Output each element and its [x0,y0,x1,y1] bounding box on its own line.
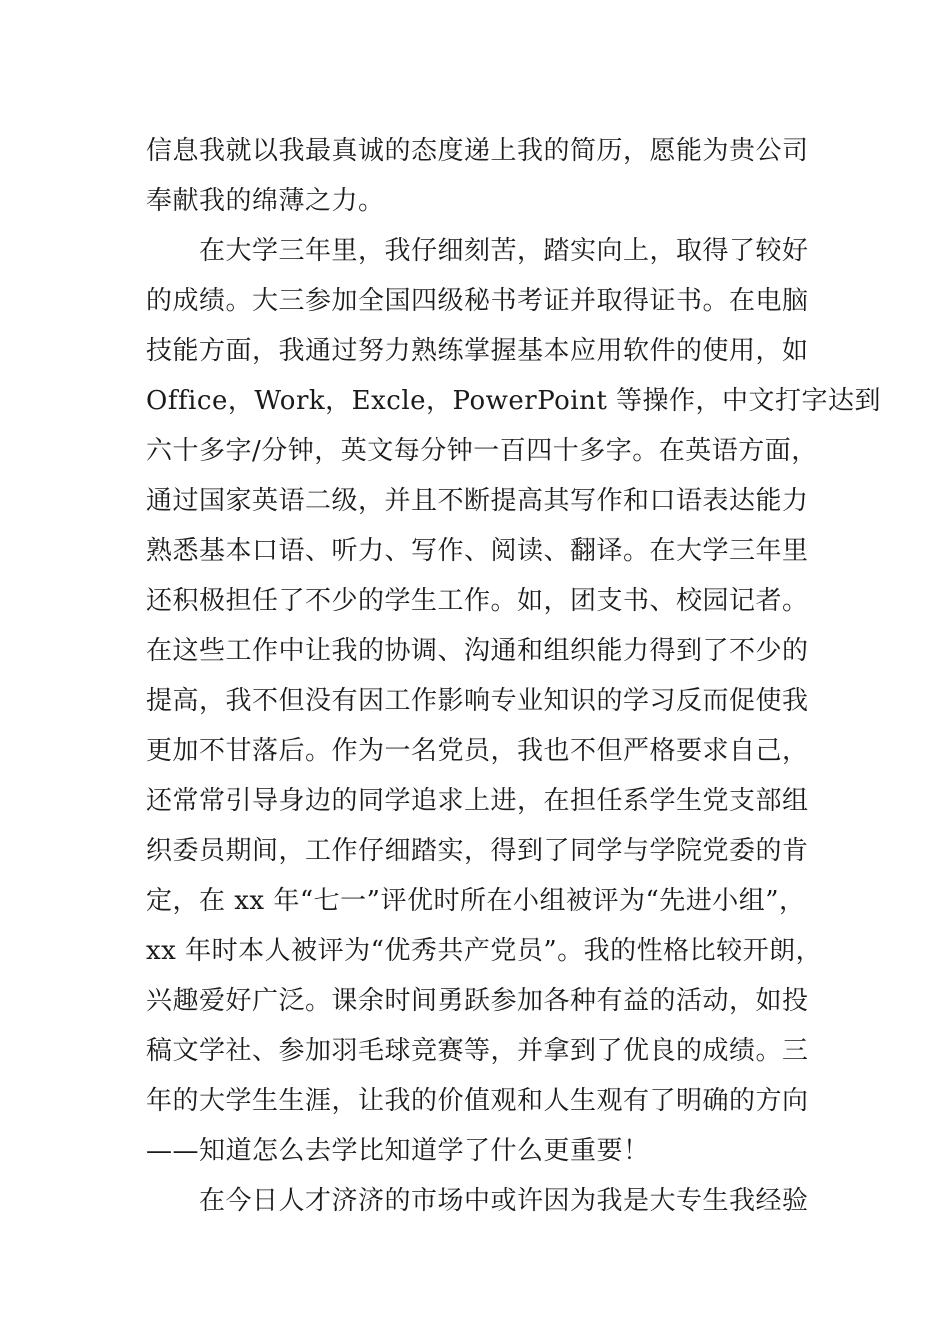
paragraph-first-line: 在大学三年里，我仔细刻苦，踏实向上，取得了较好 [199,236,809,266]
text-line: 年的大学生生涯，让我的价值观和人生观有了明确的方向 [146,1086,809,1116]
text-line: 兴趣爱好广泛。课余时间勇跃参加各种有益的活动，如投 [146,986,809,1016]
text-line: ——知道怎么去学比知道学了什么更重要！ [146,1136,650,1166]
text-line: 信息我就以我最真诚的态度递上我的简历，愿能为贵公司 [146,136,809,166]
text-line: xx 年时本人被评为“优秀共产党员”。我的性格比较开朗， [146,936,823,966]
text-line: 六十多字/分钟，英文每分钟一百四十多字。在英语方面， [146,436,818,466]
text-line: Office，Work，Excle，PowerPoint 等操作，中文打字达到 [146,386,882,416]
text-line: 熟悉基本口语、听力、写作、阅读、翻译。在大学三年里 [146,536,809,566]
text-line: 稿文学社、参加羽毛球竞赛等，并拿到了优良的成绩。三 [146,1036,809,1066]
text-line: 织委员期间，工作仔细踏实，得到了同学与学院党委的肯 [146,836,809,866]
body-text [146,126,882,1226]
text-line: 技能方面，我通过努力熟练掌握基本应用软件的使用，如 [146,336,809,366]
text-line: 还常常引导身边的同学追求上进，在担任系学生党支部组 [146,786,809,816]
text-line: 更加不甘落后。作为一名党员，我也不但严格要求自己， [146,736,809,766]
paragraph-first-line: 在今日人才济济的市场中或许因为我是大专生我经验 [199,1186,809,1216]
text-line: 还积极担任了不少的学生工作。如，团支书、校园记者。 [146,586,809,616]
text-line: 奉献我的绵薄之力。 [146,186,385,216]
text-line: 通过国家英语二级，并且不断提高其写作和口语表达能力 [146,486,809,516]
text-line: 的成绩。大三参加全国四级秘书考证并取得证书。在电脑 [146,286,809,316]
text-line: 提高，我不但没有因工作影响专业知识的学习反而促使我 [146,686,809,716]
text-line: 定，在 xx 年“七一”评优时所在小组被评为“先进小组”， [146,886,806,916]
text-line: 在这些工作中让我的协调、沟通和组织能力得到了不少的 [146,636,809,666]
